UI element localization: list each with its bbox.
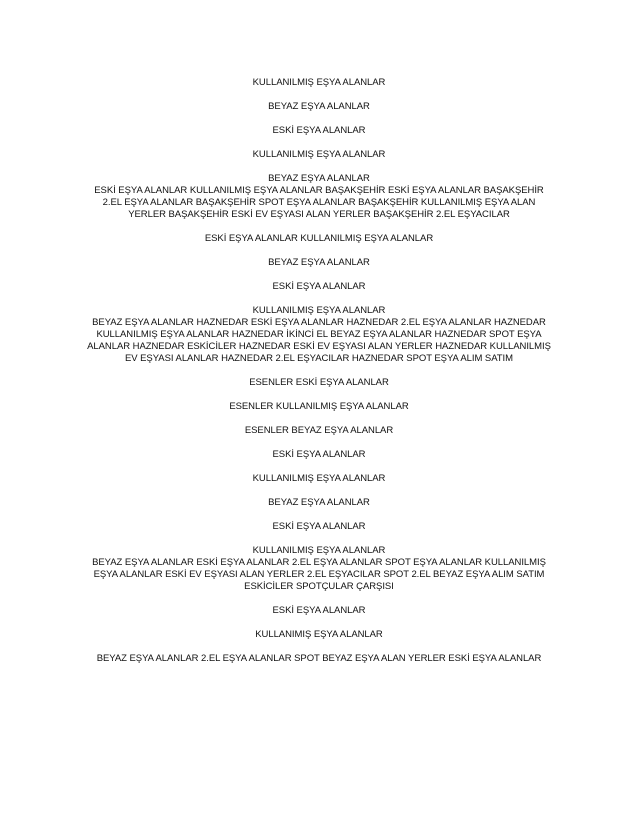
text-line-18: ESKİ EŞYA ALANLAR	[272, 605, 366, 616]
text-line-3: ESKİ EŞYA ALANLAR	[272, 125, 366, 136]
text-line-4: KULLANILMIŞ EŞYA ALANLAR	[252, 149, 386, 160]
text-paragraph-general: BEYAZ EŞYA ALANLAR ESKİ EŞYA ALANLAR 2.EL EŞYA ALANLAR SPOT EŞYA ALANLAR KULLANILMIŞ EŞYA ALANLAR ESKİ EV EŞYASI ALAN YERLER 2.EL EŞYACILAR SPOT 2.EL BEYAZ EŞYA ALIM SATIM ESKİCİLER SPOTÇULAR ÇARŞISI	[92, 557, 546, 592]
text-line-12: ESENLER BEYAZ EŞYA ALANLAR	[244, 425, 394, 436]
text-line-1: KULLANILMIŞ EŞYA ALANLAR	[252, 77, 386, 88]
text-line-15: BEYAZ EŞYA ALANLAR	[268, 497, 370, 508]
text-line-13: ESKİ EŞYA ALANLAR	[272, 449, 366, 460]
text-line-8: ESKİ EŞYA ALANLAR	[272, 281, 366, 292]
document-body	[86, 77, 552, 665]
text-line-20: BEYAZ EŞYA ALANLAR 2.EL EŞYA ALANLAR SPOT BEYAZ EŞYA ALAN YERLER ESKİ EŞYA ALANLAR	[96, 653, 542, 664]
text-line-10: ESENLER ESKİ EŞYA ALANLAR	[249, 377, 389, 388]
text-line-16: ESKİ EŞYA ALANLAR	[272, 521, 366, 532]
text-line-19: KULLANIMIŞ EŞYA ALANLAR	[255, 629, 383, 640]
text-line-17: KULLANILMIŞ EŞYA ALANLAR	[252, 545, 386, 556]
text-line-5: BEYAZ EŞYA ALANLAR	[268, 173, 370, 184]
text-line-14: KULLANILMIŞ EŞYA ALANLAR	[252, 473, 386, 484]
text-line-7: BEYAZ EŞYA ALANLAR	[268, 257, 370, 268]
text-line-2: BEYAZ EŞYA ALANLAR	[268, 101, 370, 112]
text-paragraph-haznedar: BEYAZ EŞYA ALANLAR HAZNEDAR ESKİ EŞYA ALANLAR HAZNEDAR 2.EL EŞYA ALANLAR HAZNEDAR KULLANILMIŞ EŞYA ALANLAR HAZNEDAR İKİNCİ EL BEYAZ EŞYA ALANLAR HAZNEDAR SPOT EŞYA ALANLAR HAZNEDAR ESKİCİLER HAZNEDAR ESKİ EV EŞYASI ALAN YERLER HAZNEDAR KULLANILMIŞ EV EŞYASI ALANLAR HAZNEDAR 2.EL EŞYACILAR HAZNEDAR SPOT EŞYA ALIM SATIM	[87, 317, 551, 364]
text-line-11: ESENLER KULLANILMIŞ EŞYA ALANLAR	[229, 401, 409, 412]
text-paragraph-basaksehir: ESKİ EŞYA ALANLAR KULLANILMIŞ EŞYA ALANLAR BAŞAKŞEHİR ESKİ EŞYA ALANLAR BAŞAKŞEHİR 2.EL EŞYA ALANLAR BAŞAKŞEHİR SPOT EŞYA ALANLAR BAŞAKŞEHİR KULLANILMIŞ EŞYA ALAN YERLER BAŞAKŞEHİR ESKİ EV EŞYASI ALAN YERLER BAŞAKŞEHİR 2.EL EŞYACILAR	[94, 185, 544, 220]
text-line-9: KULLANILMIŞ EŞYA ALANLAR	[252, 305, 386, 316]
text-line-6: ESKİ EŞYA ALANLAR KULLANILMIŞ EŞYA ALANLAR	[204, 233, 434, 244]
